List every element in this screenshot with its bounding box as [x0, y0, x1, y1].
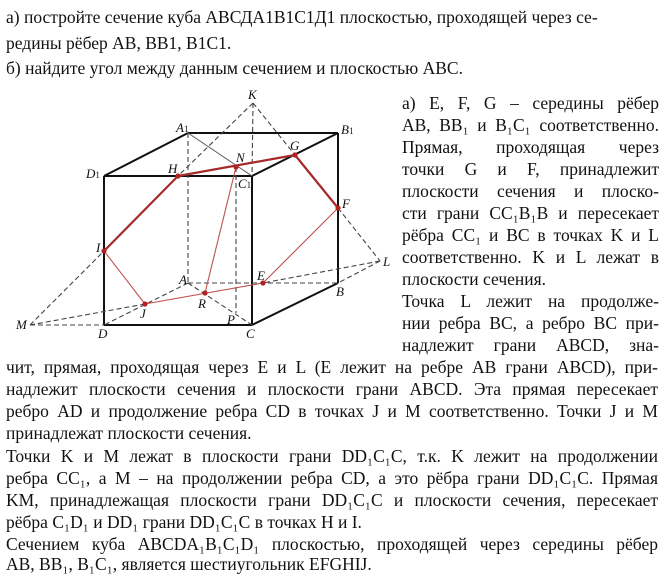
point-g — [292, 152, 297, 157]
solution-line: надлежит грани ABCD, зна- — [402, 335, 659, 355]
label-m: M — [16, 317, 27, 332]
solution-line: Сечением куба ABCDA₁B₁C₁D₁ плоскостью, проходящей через середины рёбер — [6, 534, 658, 554]
solution-line: ребра CC₁, а M – на продолжении ребра CD, а это рёбра грани DD₁C₁C. Прямая — [6, 468, 658, 488]
solution-line: ребро AD и продолжение ребра CD в точках J и M соответственно. Точки J и M — [6, 401, 658, 421]
point-i — [101, 248, 106, 253]
label-c: C — [246, 326, 255, 341]
point-n — [233, 164, 238, 169]
solution-line: плоскости сечения и плоско- — [402, 181, 659, 201]
solution-line: чит, прямая, проходящая через E и L (E лежит на ребре AB грани ABCD), при- — [6, 357, 658, 377]
solution-line: рёбра C₁D₁ и DD₁ грани DD₁C₁C в точках H и I. — [6, 512, 362, 532]
solution-line: соответственно. K и L лежат в — [402, 247, 659, 267]
cube-section-figure — [0, 80, 400, 350]
label-r: R — [198, 296, 206, 311]
task-line-3: б) найдите угол между данным сечением и плоскостью АВС. — [6, 58, 463, 78]
solution-line: KM, принадлежащая плоскости грани DD₁C₁C и плоскости сечения, пересекает — [6, 490, 658, 510]
label-c1: C1 — [238, 176, 252, 191]
label-f: F — [342, 196, 350, 211]
label-a: A — [179, 272, 187, 287]
label-j: J — [140, 306, 146, 321]
solution-line: Точка L лежит на продолже- — [402, 291, 659, 311]
label-n: N — [236, 150, 245, 165]
solution-line: нии ребра BC, а ребро BC при- — [402, 313, 659, 333]
solution-line: AB, BB₁ и B₁C₁ соответственно. — [402, 115, 659, 135]
task-line-1: а) постройте сечение куба АВСДА1В1С1Д1 плоскостью, проходящей через се- — [6, 7, 598, 27]
label-h: H — [168, 161, 178, 176]
label-i: I — [96, 240, 101, 255]
label-d: D — [98, 326, 108, 341]
solution-line: рёбра CC₁ и BC в точках K и L — [402, 225, 659, 245]
solution-line: Прямая, проходящая через — [402, 137, 659, 157]
label-a1: A1 — [176, 120, 189, 135]
solution-line: принадлежат плоскости сечения. — [6, 423, 252, 443]
task-line-2: редины рёбер АВ, ВВ1, В1С1. — [6, 33, 232, 53]
label-p: P — [227, 312, 235, 327]
point-r — [202, 290, 207, 295]
point-f — [335, 205, 340, 210]
solution-line: а) E, F, G – середины рёбер — [402, 93, 659, 113]
label-l: L — [383, 254, 391, 269]
solution-line: точки G и F, принадлежит — [402, 159, 659, 179]
label-b1: B1 — [341, 122, 354, 137]
label-d1: D1 — [86, 166, 100, 181]
solution-line: плоскости сечения. — [402, 269, 547, 289]
label-e: E — [257, 268, 265, 283]
solution-line: AB, BB₁, B₁C₁, является шестиугольник EFGHIJ. — [6, 554, 372, 574]
label-g: G — [290, 138, 300, 153]
label-b: B — [336, 284, 344, 299]
label-k: K — [248, 87, 257, 102]
section-visible-edges — [104, 155, 338, 251]
solution-line: надлежит плоскости сечения и плоскости грани ABCD. Эта прямая пересекает — [6, 379, 658, 399]
solution-line: сти грани CC₁B₁B и пересекает — [402, 203, 659, 223]
solution-line: Точки K и M лежат в плоскости грани DD₁C₁C, т.к. K лежит на продолжении — [6, 446, 658, 466]
